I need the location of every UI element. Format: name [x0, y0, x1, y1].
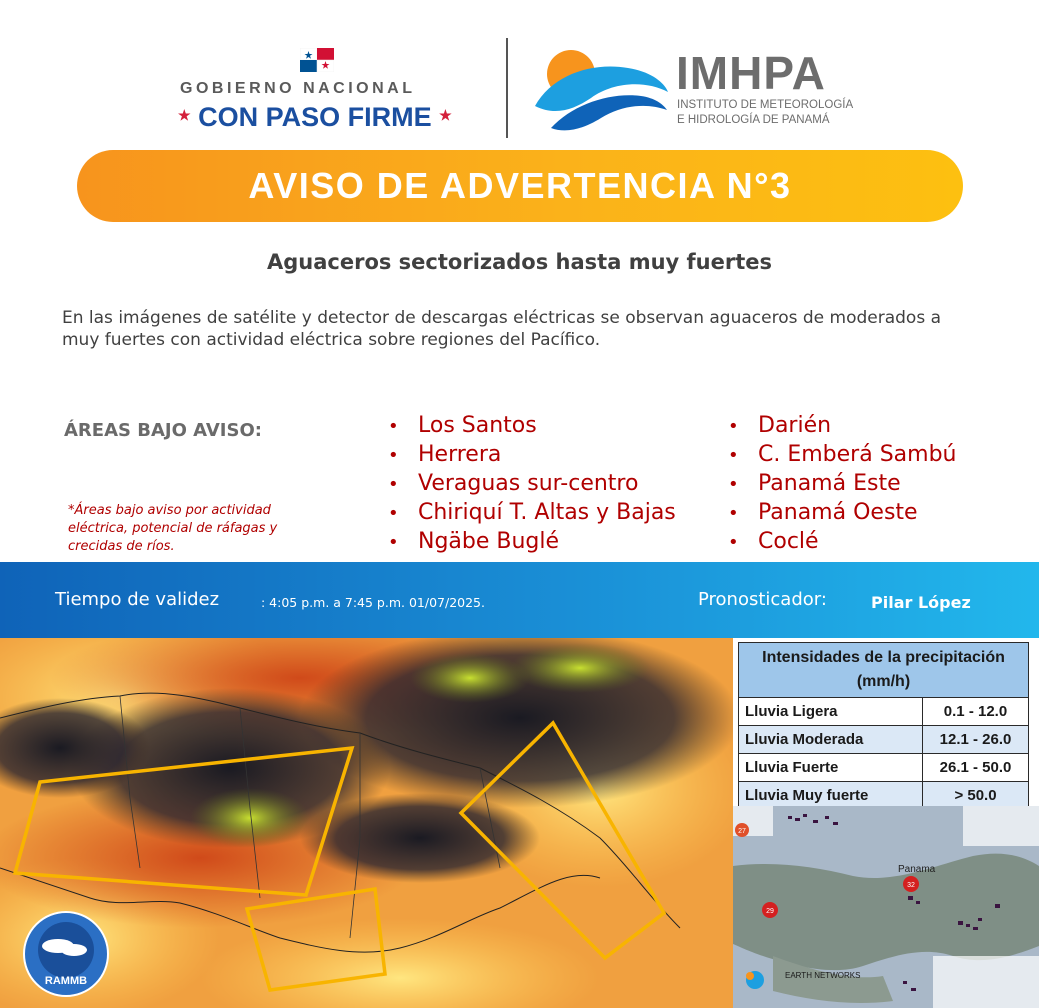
area-item: • Herrera [388, 440, 676, 469]
intensity-label: Lluvia Muy fuerte [739, 782, 923, 810]
map-place-panama: Panama [898, 864, 936, 875]
org-name: IMHPA [676, 47, 826, 99]
intensity-range: 0.1 - 12.0 [923, 698, 1029, 726]
table-header-row [739, 643, 1029, 698]
intensity-label: Lluvia Ligera [739, 698, 923, 726]
intensity-range: 26.1 - 50.0 [923, 754, 1029, 782]
areas-note: *Áreas bajo aviso por actividad eléctrica, potencial de ráfagas y crecidas de ríos. [68, 503, 278, 554]
map-credit: EARTH NETWORKS [785, 971, 861, 980]
map-marker: 29 [766, 908, 774, 915]
table-row [739, 726, 1029, 754]
forecaster-name: Pilar López [871, 593, 971, 612]
gov-line1: GOBIERNO NACIONAL [180, 80, 416, 97]
gov-line2 [178, 102, 452, 133]
header-divider [506, 38, 508, 138]
area-item: • Darién [728, 411, 956, 440]
star-icon: ★ [178, 107, 191, 123]
area-item: • Veraguas sur-centro [388, 469, 676, 498]
panama-flag-icon [300, 48, 334, 72]
rammb-text: RAMMB [44, 975, 88, 987]
area-item: • Chiriquí T. Altas y Bajas [388, 498, 676, 527]
areas-list-2 [728, 411, 956, 556]
areas-list-1 [388, 411, 676, 556]
area-item: • Panamá Oeste [728, 498, 956, 527]
validity-label: Tiempo de validez [55, 589, 220, 610]
areas-label: ÁREAS BAJO AVISO: [64, 420, 262, 441]
warning-title: AVISO DE ADVERTENCIA N°3 [248, 165, 792, 206]
intensity-range: 12.1 - 26.0 [923, 726, 1029, 754]
star-icon: ★ [439, 107, 452, 123]
area-item: • C. Emberá Sambú [728, 440, 956, 469]
warning-description: En las imágenes de satélite y detector de descargas eléctricas se observan aguaceros de moderados a muy fuertes con actividad eléctrica sobre regiones del Pacífico. [62, 308, 942, 350]
intensity-table [738, 642, 1029, 810]
forecaster-label: Pronosticador: [698, 589, 827, 610]
org-subtitle-1: INSTITUTO DE METEOROLOGÍA [677, 99, 854, 111]
intensity-label: Lluvia Moderada [739, 726, 923, 754]
map-marker: 32 [907, 882, 915, 889]
area-item: • Los Santos [388, 411, 676, 440]
area-item: • Coclé [728, 527, 956, 556]
intensity-range: > 50.0 [923, 782, 1029, 810]
area-item: • Ngäbe Buglé [388, 527, 676, 556]
government-logo [170, 40, 490, 140]
intensity-label: Lluvia Fuerte [739, 754, 923, 782]
warning-subtitle: Aguaceros sectorizados hasta muy fuertes [266, 250, 772, 274]
lightning-map [733, 806, 1039, 1008]
table-row [739, 754, 1029, 782]
area-item: • Panamá Este [728, 469, 956, 498]
table-row [739, 698, 1029, 726]
imhpa-wave-logo-icon [533, 44, 668, 134]
gov-slogan: CON PASO FIRME [198, 102, 432, 132]
rammb-logo [22, 910, 110, 998]
validity-value: : 4:05 p.m. a 7:45 p.m. 01/07/2025. [261, 595, 485, 610]
validity-bar [0, 562, 1039, 638]
rammb-logo-icon [22, 910, 110, 998]
warning-banner [77, 150, 963, 222]
org-subtitle-2: E HIDROLOGÍA DE PANAMÁ [677, 114, 830, 126]
map-marker: 27 [738, 828, 746, 835]
table-header: Intensidades de la precipitación (mm/h) [739, 643, 1029, 698]
